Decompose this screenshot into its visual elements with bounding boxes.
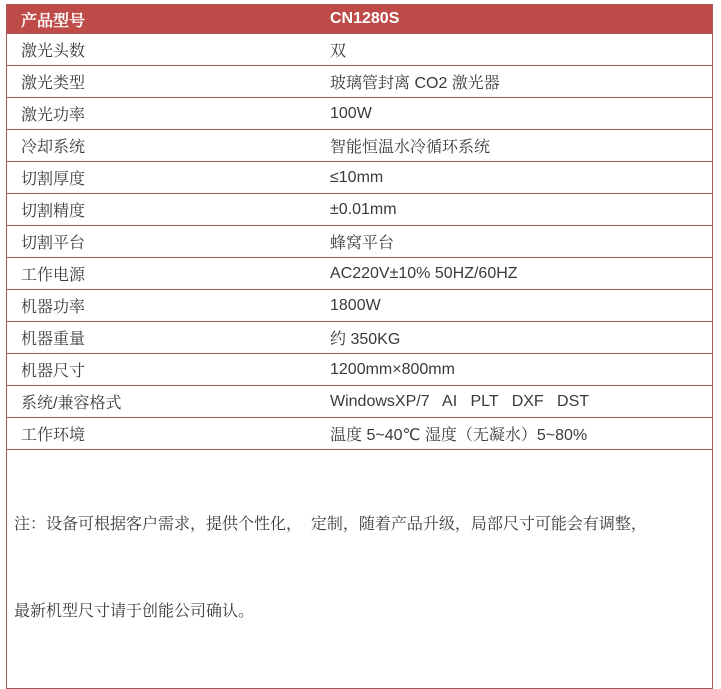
table-row — [7, 290, 712, 322]
spec-value: 1200mm×800mm — [330, 360, 455, 378]
table-row — [7, 66, 712, 98]
spec-label: 激光功率 — [21, 107, 86, 124]
spec-label: 机器重量 — [21, 331, 86, 348]
table-row — [7, 162, 712, 194]
spec-value: ≤10mm — [330, 168, 384, 186]
spec-label: 冷却系统 — [21, 139, 86, 156]
spec-value: WindowsXP/7 AI PLT DXF DST — [330, 392, 590, 410]
spec-label: 系统/兼容格式 — [21, 395, 122, 412]
note-line-1: 注：设备可根据客户需求，提供个性化， 定制，随着产品升级，局部尺寸可能会有调整， — [14, 516, 647, 533]
spec-label: 激光类型 — [21, 75, 86, 92]
product-spec-table — [6, 4, 713, 689]
spec-value: 100W — [330, 104, 372, 122]
header-value-cell: CN1280S — [330, 10, 400, 27]
table-row — [7, 194, 712, 226]
spec-label: 机器功率 — [21, 299, 86, 316]
spec-value: 1800W — [330, 296, 381, 314]
header-label-cell: 产品型号 — [21, 12, 86, 30]
note-line-2: 最新机型尺寸请于创能公司确认。 — [14, 603, 255, 620]
spec-label: 激光头数 — [21, 43, 86, 60]
spec-value: 智能恒温水冷循环系统 — [330, 139, 491, 156]
spec-label: 工作环境 — [21, 427, 86, 444]
table-note — [7, 450, 712, 688]
table-row — [7, 386, 712, 418]
spec-value: 蜂窝平台 — [330, 235, 395, 252]
spec-value: 双 — [330, 43, 347, 60]
spec-label: 切割平台 — [21, 235, 86, 252]
spec-label: 切割厚度 — [21, 171, 86, 188]
spec-value: 约 350KG — [330, 331, 401, 348]
spec-label: 切割精度 — [21, 203, 86, 220]
spec-value: 玻璃管封离 CO2 激光器 — [330, 75, 500, 92]
table-header-row — [7, 5, 712, 34]
spec-label: 机器尺寸 — [21, 363, 86, 380]
table-body — [7, 34, 712, 450]
table-row — [7, 34, 712, 66]
spec-label: 工作电源 — [21, 267, 86, 284]
table-row — [7, 322, 712, 354]
table-row — [7, 258, 712, 290]
table-row — [7, 418, 712, 450]
table-row — [7, 130, 712, 162]
spec-value: ±0.01mm — [330, 200, 397, 218]
spec-value: 温度 5~40℃ 湿度（无凝水）5~80% — [330, 427, 588, 444]
spec-value: AC220V±10% 50HZ/60HZ — [330, 264, 518, 282]
table-row — [7, 98, 712, 130]
table-row — [7, 226, 712, 258]
table-row — [7, 354, 712, 386]
